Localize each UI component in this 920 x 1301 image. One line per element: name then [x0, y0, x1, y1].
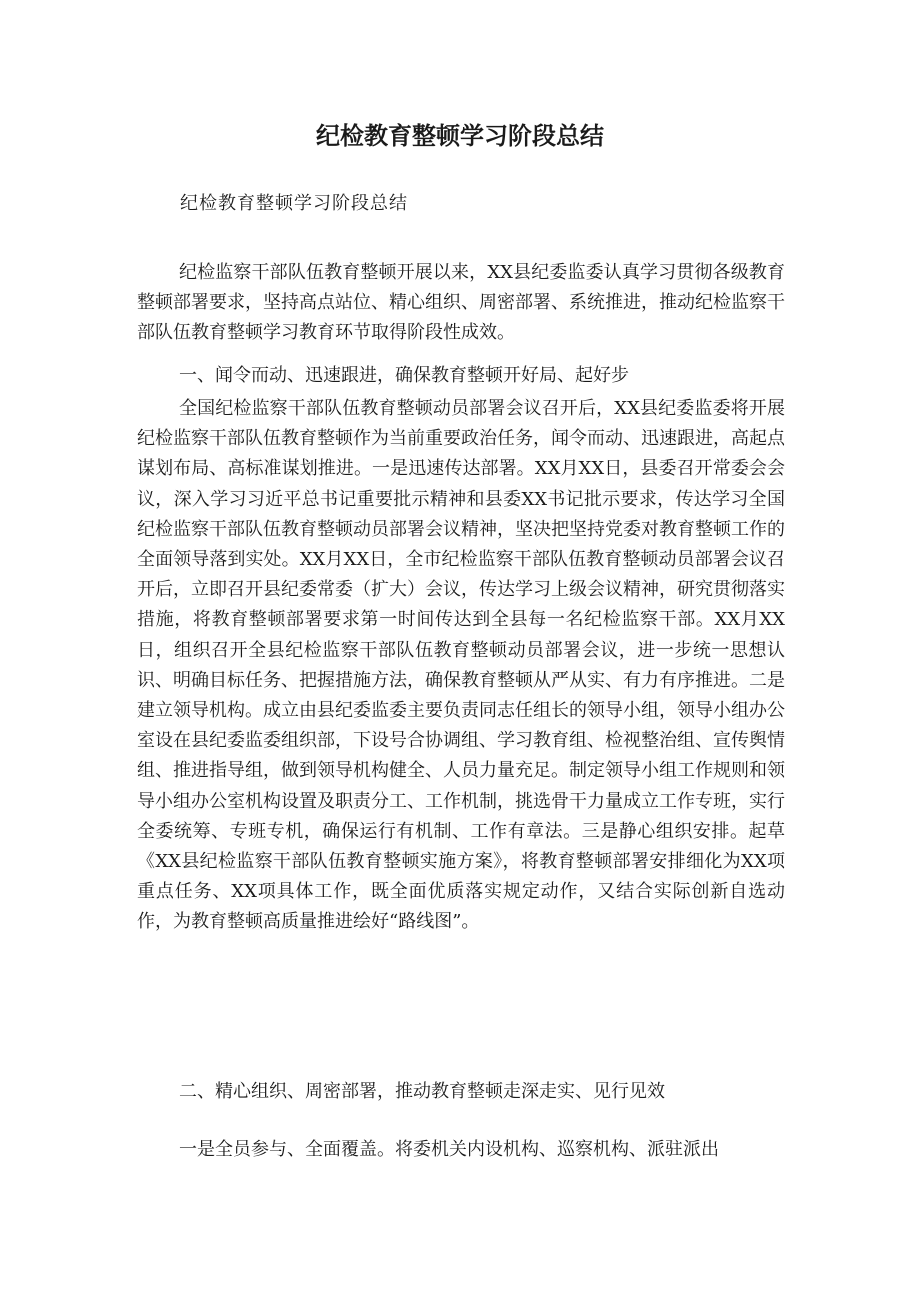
section-2-body: 一是全员参与、全面覆盖。将委机关内设机构、巡察机构、派驻派出	[179, 1139, 719, 1160]
section-2-heading: 二、精心组织、周密部署，推动教育整顿走深走实、见行见效	[179, 1081, 665, 1102]
intro-paragraph: 纪检监察干部队伍教育整顿开展以来，XX县纪委监委认真学习贯彻各级教育整顿部署要求，坚持高点站位、精心组织、周密部署、系统推进，推动纪检监察干部队伍教育整顿学习教育环节取得阶段性成效。	[137, 262, 785, 344]
document-subtitle: 纪检教育整顿学习阶段总结	[180, 193, 408, 214]
document-title: 纪检教育整顿学习阶段总结	[316, 122, 604, 150]
section-1-body: 全国纪检监察干部队伍教育整顿动员部署会议召开后，XX县纪委监委将开展纪检监察干部队伍教育整顿作为当前重要政治任务，闻令而动、迅速跟进，高起点谋划布局、高标准谋划推进。一是迅速传达部署。XX月XX日，县委召开常委会会议，深入学习习近平总书记重要批示精神和县委XX书记批示要求，传达学习全国纪检监察干部队伍教育整顿动员部署会议精神，坚决把坚持党委对教育整顿工作的全面领导落到实处。XX月XX日，全市纪检监察干部队伍教育整顿动员部署会议召开后，立即召开县纪委常委（扩大）会议，传达学习上级会议精神，研究贯彻落实措施，将教育整顿部署要求第一时间传达到全县每一名纪检监察干部。XX月XX日，组织召开全县纪检监察干部队伍教育整顿动员部署会议，进一步统一思想认识、明确目标任务、把握措施方法，确保教育整顿从严从实、有力有序推进。二是建立领导机构。成立由县纪委监委主要负责同志任组长的领导小组，领导小组办公室设在县纪委监委组织部，下设号合协调组、学习教育组、检视整治组、宣传舆情组、推进指导组，做到领导机构健全、人员力量充足。制定领导小组工作规则和领导小组办公室机构设置及职责分工、工作机制，挑选骨干力量成立工作专班，实行全委统筹、专班专机，确保运行有机制、工作有章法。三是静心组织安排。起草《XX县纪检监察干部队伍教育整顿实施方案》，将教育整顿部署安排细化为XX项重点任务、XX项具体工作，既全面优质落实规定动作，又结合实际创新自选动作，为教育整顿高质量推进绘好“路线图”。	[137, 398, 785, 933]
section-1-heading: 一、闻令而动、迅速跟进，确保教育整顿开好局、起好步	[179, 365, 629, 386]
